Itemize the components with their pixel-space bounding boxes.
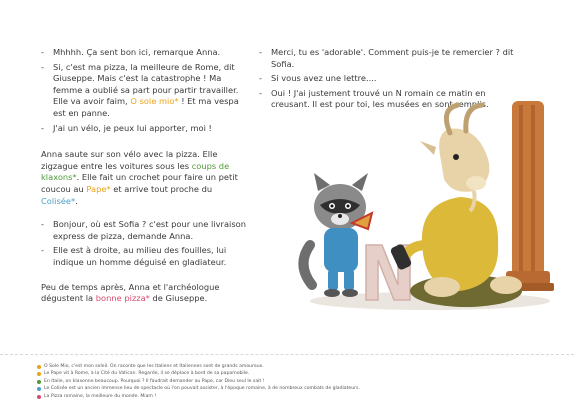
dialog-line: - Si vous avez une lettre.... [259, 73, 519, 85]
dialog-line: - Merci, tu es 'adorable'. Comment puis-je te remercier ? dit Sofia. [259, 47, 519, 70]
highlight-colisee: Colisée* [41, 195, 76, 206]
dialog-line: - J'ai un vélo, je peux lui apporter, moi ! [41, 123, 249, 135]
roman-column-icon [502, 101, 554, 291]
footnotes [37, 363, 537, 400]
bullet-dot-icon [37, 372, 41, 376]
highlight-klaxons: coups de klaxons* [41, 160, 230, 183]
narration-paragraph: Peu de temps après, Anna et l'archéologue dégustent la bonne pizza* de Giuseppe. [41, 281, 220, 304]
left-column [41, 47, 249, 305]
dialog-line: - Si, c'est ma pizza, la meilleure de Rome, dit Giuseppe. Mais c'est la catastrophe ! Ma femme a oublié sa part pour partir travailler. Elle va avoir faim, O sole mio* ! Et ma vespa est en panne. [41, 62, 249, 120]
dialog-line: - Mhhhh. Ça sent bon ici, remarque Anna. [41, 47, 249, 59]
footnote-item: La Pizza romaine, la meilleure du monde. Miam ! [37, 393, 537, 400]
dialog-line: - Elle est à droite, au milieu des fouilles, lui indique un homme déguisé en gladiateur. [41, 245, 249, 268]
footnote-divider [0, 354, 574, 355]
illustration-raccoon-goat [290, 95, 560, 320]
raccoon-icon [303, 173, 372, 297]
bullet-dot-icon [37, 365, 41, 369]
footnote-item: Le Pape vit à Rome, à la Cité du Vatican. Regarde, il se déplace à bord de sa papamobile. [37, 370, 537, 377]
highlight-pape: Pape* [86, 183, 111, 194]
footnote-item: O Sole Mio, c'est mon soleil. On raconte que les Italiens et Italiennes sont de grands amoureux. [37, 363, 537, 370]
footnote-item: Le Colisée est un ancien immense lieu de spectacle où l'on pouvait assister, à l'époque romaine, à de nombreux combats de gladiateurs. [37, 385, 537, 392]
bullet-dot-icon [37, 387, 41, 391]
narration-paragraph: Anna saute sur son vélo avec la pizza. Elle zigzague entre les voitures sous les coups de klaxons*. Elle fait un crochet pour faire un petit coucou au Pape* et arrive tout proche du Colisée*. [41, 149, 238, 206]
bullet-dot-icon [37, 380, 41, 384]
bullet-dot-icon [37, 395, 41, 399]
highlight-bonne-pizza: bonne pizza* [95, 293, 150, 304]
dialog-line: - Oui ! J'ai justement trouvé un N romain ce matin en creusant. Il est pour toi, les musées en sont remplis. [259, 88, 519, 111]
highlight-o-sole-mio: O sole mio* [130, 96, 179, 107]
footnote-item: En Italie, on klaxonne beaucoup. Pourquoi ? Il faudrait demander au Pape, car Dieu seul le sait ! [37, 378, 537, 385]
dialog-line: - Bonjour, où est Sofia ? c'est pour une livraison express de pizza, demande Anna. [41, 219, 249, 242]
